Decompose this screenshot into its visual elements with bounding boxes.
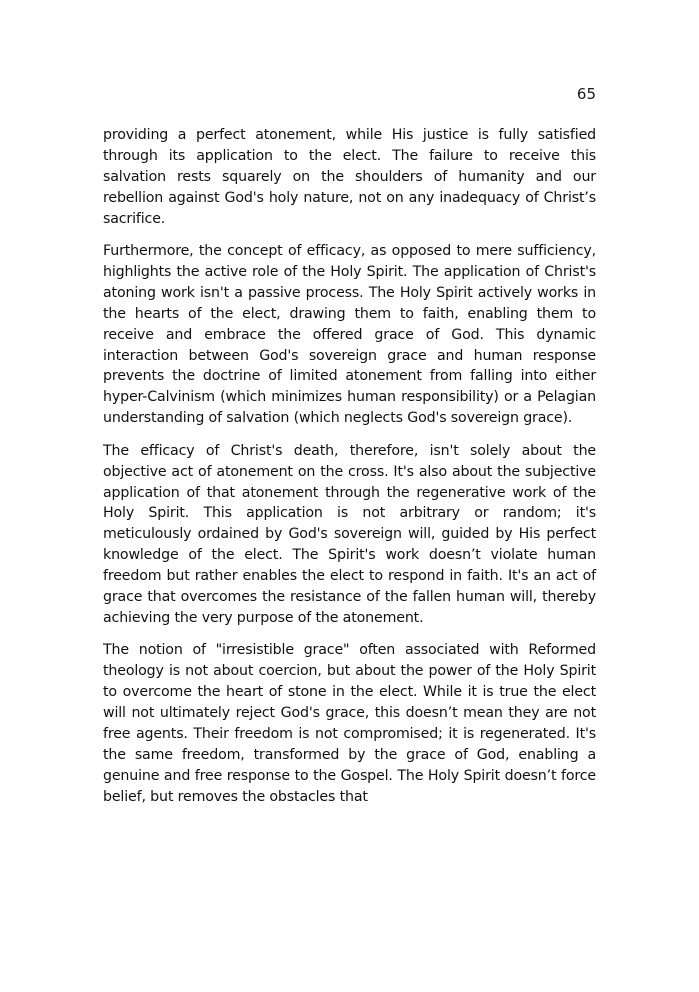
body-text [103, 125, 596, 819]
page-number: 65 [576, 85, 596, 103]
paragraph-2: Furthermore, the concept of efficacy, as opposed to mere sufficiency, highlights the active role of the Holy Spirit. The application of Christ's atoning work isn't a passive process. The Holy Spirit actively works in the hearts of the elect, drawing them to faith, enabling them to receive and embrace the offered grace of God. This dynamic interaction between God's sovereign grace and human response prevents the doctrine of limited atonement from falling into either hyper-Calvinism (which minimizes human responsibility) or a Pelagian understanding of salvation (which neglects God's sovereign grace). [103, 243, 596, 427]
paragraph-3: The efficacy of Christ's death, therefore, isn't solely about the objective act of atonement on the cross. It's also about the subjective application of that atonement through the regenerative work of the Holy Spirit. This application is not arbitrary or random; it's meticulously ordained by God's sovereign will, guided by His perfect knowledge of the elect. The Spirit's work doesn’t violate human freedom but rather enables the elect to respond in faith. It's an act of grace that overcomes the resistance of the fallen human will, thereby achieving the very purpose of the atonement. [103, 442, 596, 626]
paragraph-1: providing a perfect atonement, while His justice is fully satisfied through its application to the elect. The failure to receive this salvation rests squarely on the shoulders of humanity and our rebellion against God's holy nature, not on any inadequacy of Christ’s sacrifice. [103, 127, 596, 227]
paragraph-4: The notion of "irresistible grace" often associated with Reformed theology is not about coercion, but about the power of the Holy Spirit to overcome the heart of stone in the elect. While it is true the elect will not ultimately reject God's grace, this doesn’t mean they are not free agents. Their freedom is not compromised; it is regenerated. It's the same freedom, transformed by the grace of God, enabling a genuine and free response to the Gospel. The Holy Spirit doesn’t force belief, but removes the obstacles that [103, 642, 596, 805]
